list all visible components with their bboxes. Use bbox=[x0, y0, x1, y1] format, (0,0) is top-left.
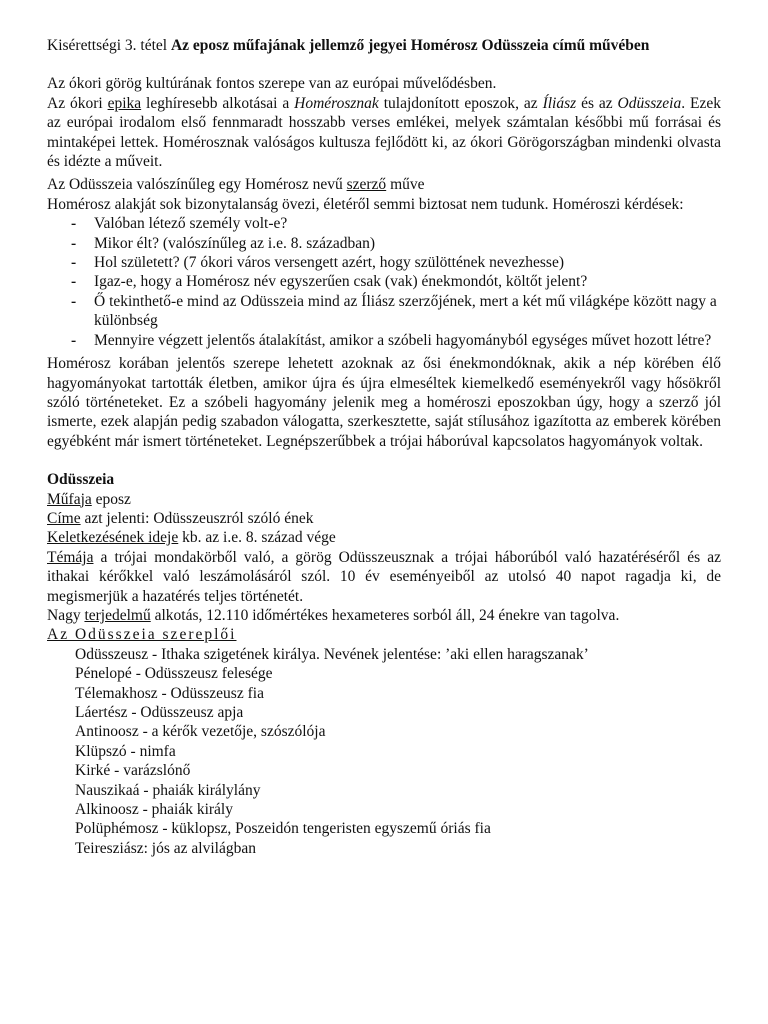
list-item: Láertész - Odüsszeusz apja bbox=[75, 704, 244, 721]
question-text: Hol született? (7 ókori város versengett azért, hogy szülöttének nevezhesse) bbox=[94, 254, 564, 272]
intro-paragraph-1: Az ókori görög kultúrának fontos szerepe van az európai művelődésben. bbox=[47, 75, 497, 93]
text-run: Az Odüsszeia valószínűleg egy Homérosz nevű bbox=[47, 176, 347, 194]
question-text: Ő tekinthető-e mind az Odüsszeia mind az Íliász szerzőjének, mert a két mű világképe között nagy a különbség bbox=[94, 292, 717, 330]
question-text: Igaz-e, hogy a Homérosz név egyszerűen csak (vak) énekmondót, költőt jelent? bbox=[94, 273, 588, 291]
temaja-paragraph bbox=[47, 548, 721, 606]
author-line-1 bbox=[47, 175, 721, 194]
list-item: Pénelopé - Odüsszeusz felesége bbox=[75, 665, 273, 683]
list-item: Antinoosz - a kérők vezetője, szószólója bbox=[75, 723, 326, 741]
cime-value: azt jelenti: Odüsszeuszról szóló ének bbox=[80, 509, 314, 527]
dash-bullet: - bbox=[71, 331, 77, 349]
list-item: Odüsszeusz - Ithaka szigetének királya. Nevének jelentése: ’aki ellen haragszanak’ bbox=[75, 645, 589, 663]
question-text: Mikor élt? (valószínűleg az i.e. 8. században) bbox=[94, 234, 376, 252]
list-item: Polüphémosz - küklopsz, Poszeidón tengeristen egyszemű óriás fia bbox=[75, 820, 491, 838]
list-item: Alkinoosz - phaiák király bbox=[75, 801, 233, 819]
mufaja-line bbox=[47, 490, 721, 509]
document-page bbox=[47, 36, 721, 858]
terjedelem-label: terjedelmű bbox=[84, 606, 151, 624]
list-item bbox=[47, 214, 721, 233]
question-text: Valóban létező személy volt-e? bbox=[94, 215, 288, 233]
text-run: leghíresebb alkotásai a bbox=[141, 94, 295, 112]
text-run: tulajdonított eposzok, az bbox=[378, 94, 543, 112]
question-text: Mennyire végzett jelentős átalakítást, amikor a szóbeli hagyományból egységes művet hozott létre? bbox=[94, 331, 712, 349]
text-run: műve bbox=[386, 176, 425, 194]
text-run: . Ezek az európai irodalom első fennmaradt hosszabb verses emlékei, melyek számtalan későbbi mű forrásai és mintaképei lettek. Homérosznak valóságos kultusza fejlődött ki, az ókori Görögországban mindenki olvasta és idézte a műveit. bbox=[47, 94, 721, 171]
author-line-2: Homérosz alakját sok bizonytalanság övezi, életéről semmi biztosat nem tudunk. Homéroszi kérdések: bbox=[47, 195, 684, 213]
iliasz-term: Íliász bbox=[542, 94, 577, 112]
dash-bullet: - bbox=[71, 215, 77, 233]
tradition-paragraph: Homérosz korában jelentős szerepe lehetett azoknak az ősi énekmondóknak, akik a nép körében élő hagyományokat tartották életben, amikor újra és újra elmeséltek kiemelkedő eseményekről vagy hősökről szóló történeteket. Ez a szóbeli hagyomány jelenik meg a homéroszi eposzokban úgy, hogy a szerző jól ismerte, ezek alapján pedig szabadon válogatta, szerkesztette, saját stílusához igazította az emberek körében egyébként már ismert történeteket. Legnépszerűbbek a trójai háborúval kapcsolatos hagyományok voltak. bbox=[47, 355, 721, 450]
text-run: és az bbox=[576, 94, 618, 112]
keletkezes-line bbox=[47, 528, 721, 547]
list-item: Klüpszó - nimfa bbox=[75, 742, 176, 760]
szerzo-term: szerző bbox=[346, 176, 387, 194]
list-item bbox=[47, 272, 721, 291]
list-item bbox=[47, 234, 721, 253]
cime-line bbox=[47, 509, 721, 528]
list-item: Teiresziász: jós az alvilágban bbox=[75, 839, 256, 857]
homerosznak-term: Homérosznak bbox=[294, 94, 379, 112]
dash-bullet: - bbox=[71, 254, 77, 272]
characters-list bbox=[47, 645, 721, 858]
mufaja-label: Műfaja bbox=[47, 490, 92, 508]
keletkezes-value: kb. az i.e. 8. század vége bbox=[178, 529, 336, 547]
list-item: Kirké - varázslónő bbox=[75, 762, 191, 780]
odusszeia-section-title: Odüsszeia bbox=[47, 471, 115, 489]
characters-title: Az Odüsszeia szereplői bbox=[47, 626, 237, 644]
terjedelem-line bbox=[47, 606, 721, 625]
dash-bullet: - bbox=[71, 234, 77, 252]
cime-label: Címe bbox=[47, 509, 81, 527]
heading-title: Az eposz műfajának jellemző jegyei Homérosz Odüsszeia című művében bbox=[170, 37, 650, 54]
mufaja-value: eposz bbox=[91, 490, 131, 508]
heading-prefix: Kisérettségi 3. tétel bbox=[47, 37, 171, 54]
intro-paragraph-2 bbox=[47, 94, 721, 172]
text-run: Nagy bbox=[47, 606, 85, 624]
dash-bullet: - bbox=[71, 273, 77, 291]
epika-term: epika bbox=[107, 94, 142, 112]
document-heading bbox=[47, 36, 721, 55]
list-item: Nauszikaá - phaiák királylány bbox=[75, 781, 261, 799]
dash-bullet: - bbox=[71, 292, 77, 310]
list-item bbox=[47, 253, 721, 272]
text-run: alkotás, 12.110 időmértékes hexameteres sorból áll, 24 énekre van tagolva. bbox=[150, 606, 620, 624]
text-run: Az ókori bbox=[47, 94, 108, 112]
list-item: Télemakhosz - Odüsszeusz fia bbox=[75, 684, 264, 702]
list-item bbox=[47, 292, 721, 331]
temaja-label: Témája bbox=[47, 548, 94, 566]
odusszeia-term: Odüsszeia bbox=[617, 94, 682, 112]
temaja-value: a trójai mondakörből való, a görög Odüsszeusznak a trójai háborúból való hazatéréséről és az ithakai kérőkkel való leszámolásáról szól. 10 év eseményeiből az utolsó 40 napot ragadja ki, de megismerjük a hazatérés teljes történetét. bbox=[47, 548, 721, 605]
keletkezes-label: Keletkezésének ideje bbox=[47, 529, 179, 547]
list-item bbox=[47, 331, 721, 350]
homeric-questions-list bbox=[47, 214, 721, 350]
